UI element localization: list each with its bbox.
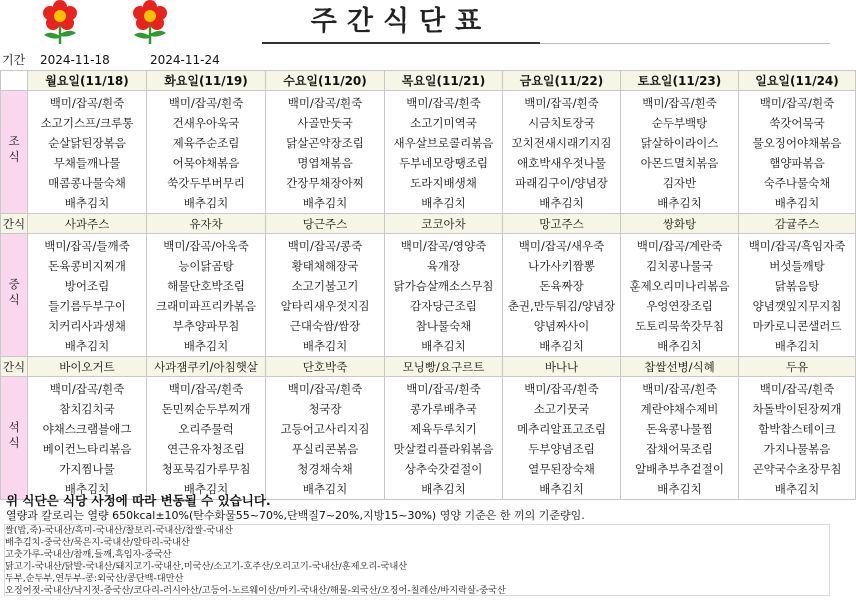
snack-cell: 코코아차 <box>385 214 503 234</box>
menu-item: 마카로니콘샐러드 <box>752 319 842 333</box>
menu-item: 함박찹스테이크 <box>758 422 836 436</box>
menu-item: 닭볶음탕 <box>774 279 820 293</box>
menu-item: 배추김치 <box>183 196 229 210</box>
menu-item: 계란야채수제비 <box>640 402 719 416</box>
menu-item: 배추김치 <box>539 196 584 210</box>
menu-item: 능이닭곰탕 <box>178 259 234 273</box>
menu-item: 닭살하이라이스 <box>640 136 719 150</box>
menu-item: 도토리묵쑥갓무침 <box>635 319 724 333</box>
menu-item: 백미/잡곡/흰죽 <box>287 96 363 110</box>
menu-item: 김자반 <box>662 176 697 190</box>
menu-item: 김치콩나물국 <box>646 259 713 273</box>
menu-item: 소고기불고기 <box>291 279 359 293</box>
origin-line: 오징어젓-국내산/낙지젓-중국산/코다리-러시아산/고등어-노르웨이산/마키-국내산/해물-외국산/오징어-칠레산/바지락살-중국산 <box>5 585 506 596</box>
flower-icon <box>43 0 77 44</box>
dinner-label <box>1 377 28 500</box>
snack-cell: 당근주스 <box>266 214 385 234</box>
menu-item: 백미/잡곡/새우죽 <box>518 239 605 253</box>
menu-item: 황태채해장국 <box>291 259 359 273</box>
snack-cell: 단호박죽 <box>266 357 385 377</box>
snack2-label: 간식 <box>1 357 28 377</box>
menu-item: 순살닭된장볶음 <box>48 136 126 150</box>
menu-item: 청경채숙채 <box>297 462 353 476</box>
menu-item: 파래김구이/양념장 <box>515 176 608 190</box>
menu-item: 배추김치 <box>774 482 820 496</box>
origin-box <box>4 524 830 596</box>
menu-item: 베이컨느타리볶음 <box>42 442 132 456</box>
menu-item: 배추김치 <box>539 482 584 496</box>
origin-line: 배추김치-중국산/묵은지-국내산/알타리-국내산 <box>5 537 190 548</box>
flower-icon <box>133 0 167 44</box>
lunch-cell <box>503 234 621 357</box>
menu-item: 배추김치 <box>64 482 110 496</box>
menu-item: 도라지배생채 <box>410 176 477 190</box>
flower-decoration <box>30 2 190 44</box>
origin-line: 고춧가루-국내산/참깨,들깨,흑임자-중국산 <box>5 549 172 560</box>
dinner-cell <box>739 377 856 500</box>
menu-item: 애호박새우젓나물 <box>517 156 606 170</box>
origin-line: 쌀(밥,죽)-국내산/흑미-국내산/찰보리-국내산/찹쌀-국내산 <box>5 525 233 536</box>
snack-cell: 유자차 <box>147 214 266 234</box>
menu-item: 제육주순조림 <box>172 136 240 150</box>
origin-line: 닭고기-국내산/닭발-국내산/돼지고기-국내산,미국산/소고기-호주산/오리고기-국내산/훈제오리-국내산 <box>5 561 408 572</box>
menu-item: 배추김치 <box>302 339 348 353</box>
dinner-cell <box>385 377 503 500</box>
menu-item: 아몬드멸치볶음 <box>640 156 719 170</box>
day-header: 일요일(11/24) <box>739 71 856 91</box>
lunch-cell <box>385 234 503 357</box>
menu-item: 가지찜나물 <box>59 462 115 476</box>
menu-item: 연근유자청조림 <box>167 442 245 456</box>
dinner-row <box>1 377 856 500</box>
snack1-row <box>1 214 856 234</box>
menu-item: 돈육콩나물찜 <box>646 422 713 436</box>
menu-item: 배추김치 <box>302 196 348 210</box>
menu-item: 열무된장숙채 <box>528 462 595 476</box>
menu-item: 햄양파볶음 <box>769 156 825 170</box>
snack1-label: 간식 <box>1 214 28 234</box>
menu-item: 청포묵김가루무침 <box>161 462 251 476</box>
menu-item: 백미/잡곡/흰죽 <box>524 382 599 396</box>
period-label: 기간 <box>2 53 26 67</box>
menu-item: 나가사키짬뽕 <box>528 259 595 273</box>
breakfast-cell <box>621 91 739 214</box>
menu-item: 우엉연장조림 <box>646 299 713 313</box>
lunch-cell <box>28 234 147 357</box>
snack-cell: 사과잼쿠키/아침햇살 <box>147 357 266 377</box>
menu-item: 닭가슴살깨소스무침 <box>393 279 494 293</box>
menu-item: 백미/잡곡/흰죽 <box>168 382 244 396</box>
snack-cell: 쌍화탕 <box>621 214 739 234</box>
menu-item: 차돌박이된장찌개 <box>752 402 842 416</box>
menu-item: 꼬치전새시래기지짐 <box>511 136 612 150</box>
menu-item: 감자당근조림 <box>410 299 477 313</box>
menu-item: 간장무채장아찌 <box>286 176 364 190</box>
menu-item: 새우살브로콜리볶음 <box>393 136 494 150</box>
day-header: 수요일(11/20) <box>266 71 385 91</box>
menu-item: 훈제오리미나리볶음 <box>629 279 730 293</box>
menu-item: 돈육짜장 <box>539 279 584 293</box>
lunch-cell <box>147 234 266 357</box>
menu-item: 매콤콩나물숙채 <box>48 176 126 190</box>
menu-item: 백미/잡곡/흰죽 <box>642 96 717 110</box>
breakfast-cell <box>739 91 856 214</box>
period-end-date: 2024-11-24 <box>150 53 220 67</box>
menu-item: 육개장 <box>426 259 461 273</box>
period-start-date: 2024-11-18 <box>40 53 110 67</box>
menu-item: 두부네모랑땡조림 <box>399 156 488 170</box>
breakfast-label <box>1 91 28 214</box>
menu-item: 맛살컬리플라워볶음 <box>393 442 494 456</box>
menu-item: 백미/잡곡/흰죽 <box>406 382 481 396</box>
menu-item: 방어조림 <box>64 279 110 293</box>
menu-item: 백미/잡곡/흰죽 <box>759 382 835 396</box>
snack2-row <box>1 357 856 377</box>
day-header-row <box>1 71 856 91</box>
menu-item: 순두부백탕 <box>651 116 708 130</box>
dinner-cell <box>147 377 266 500</box>
menu-item: 메추리알표고조림 <box>517 422 606 436</box>
menu-item: 제육두루치기 <box>410 422 477 436</box>
day-header: 금요일(11/22) <box>503 71 621 91</box>
snack-cell: 사과주스 <box>28 214 147 234</box>
menu-item: 돈육콩비지찌개 <box>48 259 126 273</box>
menu-item: 오리주물럭 <box>178 422 234 436</box>
menu-item: 곤약국수초장무침 <box>752 462 842 476</box>
menu-item: 배추김치 <box>657 339 702 353</box>
breakfast-cell <box>385 91 503 214</box>
menu-item: 백미/잡곡/흰죽 <box>49 96 125 110</box>
menu-item: 버섯들깨탕 <box>769 259 825 273</box>
menu-item: 무채들깨나물 <box>53 156 121 170</box>
menu-item: 백미/잡곡/흰죽 <box>759 96 835 110</box>
menu-item: 들기름두부구이 <box>48 299 126 313</box>
menu-item: 백미/잡곡/들깨죽 <box>44 239 130 253</box>
menu-item: 두부양념조림 <box>528 442 595 456</box>
menu-item: 소고기뭇국 <box>533 402 590 416</box>
menu-item: 백미/잡곡/콩죽 <box>287 239 363 253</box>
period-row <box>0 50 835 70</box>
menu-item: 백미/잡곡/흰죽 <box>287 382 363 396</box>
menu-item: 배추김치 <box>539 339 584 353</box>
menu-item: 물오징어야채볶음 <box>752 136 842 150</box>
menu-item: 양념짜사이 <box>533 319 590 333</box>
menu-item: 배추김치 <box>183 339 229 353</box>
menu-item: 배추김치 <box>657 482 702 496</box>
menu-item: 양념깻잎지무지침 <box>752 299 842 313</box>
menu-item: 청국장 <box>308 402 342 416</box>
breakfast-cell <box>147 91 266 214</box>
menu-item: 근대숙쌈/쌈장 <box>289 319 361 333</box>
menu-item: 배추김치 <box>302 482 348 496</box>
menu-item: 콩가루배추국 <box>410 402 477 416</box>
notes-section <box>0 491 835 606</box>
menu-item: 숙주나물숙채 <box>763 176 831 190</box>
menu-item: 배추김치 <box>183 482 229 496</box>
menu-item: 배추김치 <box>421 482 466 496</box>
menu-item: 소고기미역국 <box>410 116 477 130</box>
day-header: 화요일(11/19) <box>147 71 266 91</box>
calorie-text: 열량과 칼로리는 열량 650kcal±10%(탄수화물55~70%,단백질7~20%,지방15~30%) 영양 기준은 한 끼의 기준량임. <box>6 509 585 522</box>
menu-item: 배추김치 <box>421 196 466 210</box>
menu-item: 백미/잡곡/흰죽 <box>49 382 125 396</box>
lunch-label <box>1 234 28 357</box>
breakfast-cell <box>503 91 621 214</box>
menu-item: 쑥갓두부버무리 <box>167 176 245 190</box>
menu-item: 닭살곤약장조림 <box>286 136 364 150</box>
menu-item: 배추김치 <box>774 339 820 353</box>
day-header: 토요일(11/23) <box>621 71 739 91</box>
menu-item: 가지나물볶음 <box>763 442 831 456</box>
menu-item: 야채스크램블애그 <box>42 422 132 436</box>
day-header: 목요일(11/21) <box>385 71 503 91</box>
menu-item: 배추김치 <box>657 196 702 210</box>
dinner-cell <box>28 377 147 500</box>
breakfast-cell <box>28 91 147 214</box>
menu-item: 백미/잡곡/영양죽 <box>400 239 487 253</box>
lunch-label-text: 중식 <box>7 278 21 309</box>
menu-item: 백미/잡곡/흰죽 <box>642 382 717 396</box>
menu-item: 배추김치 <box>774 196 820 210</box>
notice-text: 위 식단은 식당 사정에 따라 변동될 수 있습니다. <box>6 493 271 508</box>
lunch-cell <box>266 234 385 357</box>
menu-item: 백미/잡곡/흰죽 <box>168 96 244 110</box>
menu-item: 부추양파무침 <box>172 319 240 333</box>
menu-item: 배추김치 <box>421 339 466 353</box>
dinner-label-text: 석식 <box>7 421 21 452</box>
menu-item: 치커리사과생채 <box>48 319 126 333</box>
menu-item: 해물단호박조림 <box>167 279 245 293</box>
menu-item: 참나물숙채 <box>415 319 472 333</box>
dinner-cell <box>503 377 621 500</box>
menu-item: 백미/잡곡/흰죽 <box>406 96 481 110</box>
lunch-cell <box>621 234 739 357</box>
origin-line: 두부,순두부,연두부-콩:외국산/콩단백-대만산 <box>5 573 184 584</box>
breakfast-cell <box>266 91 385 214</box>
menu-item: 소고기스프/크루통 <box>40 116 134 130</box>
lunch-cell <box>739 234 856 357</box>
menu-item: 어묵야채볶음 <box>172 156 240 170</box>
snack-cell: 감귤주스 <box>739 214 856 234</box>
snack-cell: 바나나 <box>503 357 621 377</box>
menu-item: 고등어고사리지짐 <box>280 422 370 436</box>
page-title: 주간식단표 <box>262 2 540 44</box>
snack-cell: 찹쌀선병/식혜 <box>621 357 739 377</box>
snack-cell: 두유 <box>739 357 856 377</box>
corner-cell <box>1 71 28 91</box>
menu-item: 배추김치 <box>64 196 110 210</box>
dinner-cell <box>266 377 385 500</box>
menu-item: 쑥갓어묵국 <box>769 116 825 130</box>
snack-cell: 바이오거트 <box>28 357 147 377</box>
menu-item: 춘권,만두튀김/양념장 <box>507 299 616 313</box>
menu-item: 크래미파프리카볶음 <box>156 299 256 313</box>
breakfast-label-text: 조식 <box>7 135 21 166</box>
snack-cell: 망고주스 <box>503 214 621 234</box>
menu-item: 백미/잡곡/아욱죽 <box>163 239 249 253</box>
menu-item: 상추숙갓겉절이 <box>404 462 483 476</box>
menu-item: 백미/잡곡/흰죽 <box>524 96 599 110</box>
menu-item: 알타리새우젓지짐 <box>280 299 370 313</box>
snack-cell: 모닝빵/요구르트 <box>385 357 503 377</box>
menu-item: 백미/잡곡/흑임자죽 <box>748 239 846 253</box>
title-divider <box>540 2 830 44</box>
menu-item: 배추김치 <box>64 339 110 353</box>
breakfast-row <box>1 91 856 214</box>
menu-item: 건새우아욱국 <box>172 116 240 130</box>
menu-item: 푸실리콘볶음 <box>291 442 359 456</box>
menu-item: 백미/잡곡/계란죽 <box>636 239 723 253</box>
menu-item: 참치김치국 <box>59 402 115 416</box>
menu-item: 잡채어묵조림 <box>646 442 713 456</box>
menu-item: 돈민찌순두부찌개 <box>161 402 251 416</box>
dinner-cell <box>621 377 739 500</box>
lunch-row <box>1 234 856 357</box>
menu-item: 알배추부추겉절이 <box>635 462 724 476</box>
day-header: 월요일(11/18) <box>28 71 147 91</box>
menu-item: 명엽채볶음 <box>297 156 353 170</box>
menu-table <box>0 70 856 500</box>
menu-item: 시금치토장국 <box>528 116 595 130</box>
menu-item: 사골만둣국 <box>297 116 353 130</box>
